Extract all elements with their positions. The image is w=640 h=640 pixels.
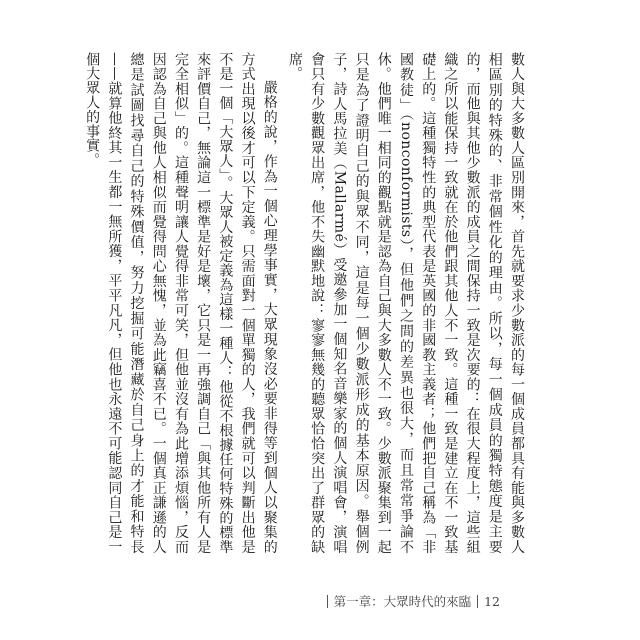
paragraph-continued: 數人與大多數人區別開來，首先就要求少數派的每一個成員都具有能與多數人相區別的特殊的、非常個性化的理由。所以，每一個成員的獨特態度是主要的，而他與其他少數派的成員之間保持一致是次要的：在很大程度上，這些組織之所以能保持一致就在於他們跟其他人不一致。這種一致是建立在不一致基礎上的。這種獨特性的典型代表是英國的非國教主義者；他們把自己稱為「非國教徒」（nonconformists），但他們之間的差異也很大，而且常常爭論不休。他們唯一相同的觀點就是認為自己與大多數人不一致。少數派聚集到一起只是為了證明自己的與眾不同，這是每一個少數派形成的基本原因。舉個例子，詩人馬拉美（Mallarmé）受邀參加一個知名音樂家的個人演唱會，演唱會只有少數觀眾出席，他不失幽默地說：寥寥無幾的聽眾恰恰突出了群眾的缺席。 [286,52,525,554]
chapter-title: 第一章：大眾時代的來臨 [333,594,472,609]
body-text [81,52,528,554]
page-footer [321,592,500,610]
footer-divider [327,595,328,608]
footer-divider [477,595,478,608]
page-number: 12 [484,593,500,609]
paragraph: 嚴格的說，作為一個心理學事實，大眾現象沒必要非得等到個人以聚集的方式出現以後才可以下定義。只需面對一個單獨的人，我們就可以判斷出他是不是一個「大眾人」。大眾人被定義為這樣一種人：他從不根據任何特殊的標準來評價自己，無論這一標準是好是壞，它只是一再強調自己「與其他所有人是完全相似」的。這種聲明讓人覺得非常可笑，但他並沒有為此增添煩惱，反而因認為自己與他人相似而覺得問心無愧，並為此竊喜不已。一個真正謙遜的人總是試圖找尋自己的特殊價值，努力挖掘可能潛藏於自己身上的才能和特長——就算他終其一生都一無所獲，平平凡凡，但他也永遠不可能認同自己是一個大眾人的事實。 [84,52,278,554]
